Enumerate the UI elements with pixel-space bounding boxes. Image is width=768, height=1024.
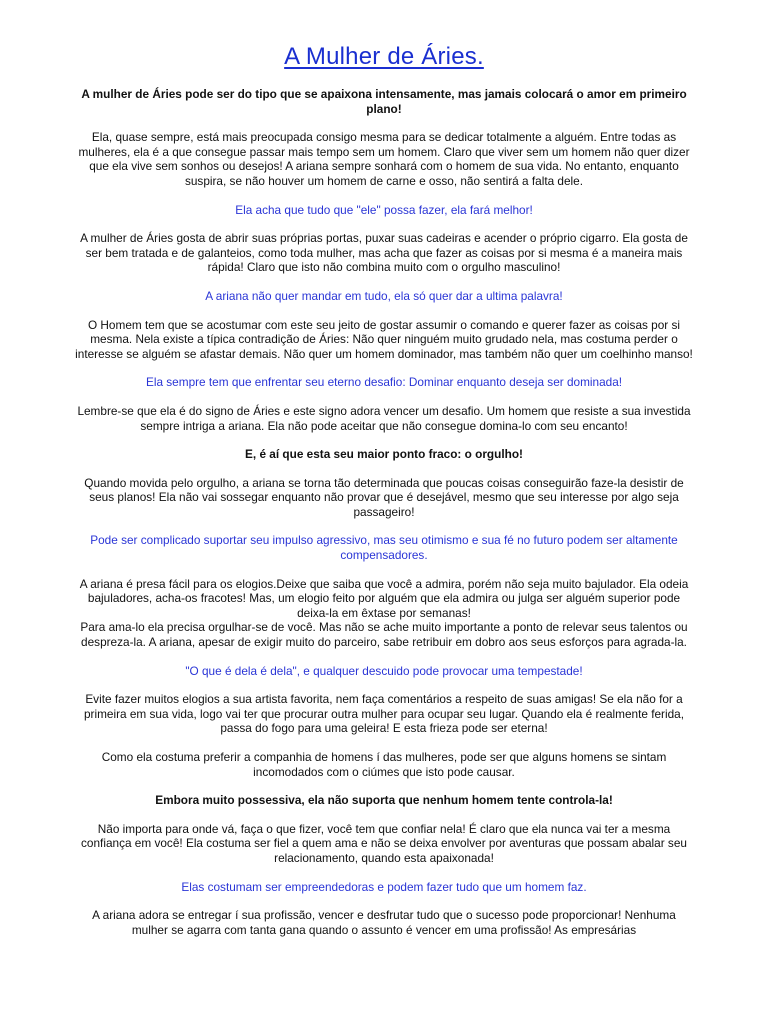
paragraph-quote: Pode ser complicado suportar seu impulso agressivo, mas seu otimismo e sua fé no futuro podem ser altamente compensadores.	[90, 533, 678, 563]
paragraph-bold: Embora muito possessiva, ela não suporta que nenhum homem tente controla-la!	[155, 793, 613, 808]
paragraph-quote: "O que é dela é dela", e qualquer descuido pode provocar uma tempestade!	[185, 663, 583, 678]
paragraph: Não importa para onde vá, faça o que fizer, você tem que confiar nela! É claro que ela nunca vai ter a mesma confiança em você! Ela costuma ser fiel a quem ama e não se deixa envolver por aventuras que possam abalar seu relacionamento, quando esta apaixonada!	[81, 821, 687, 865]
paragraph: Evite fazer muitos elogios a sua artista favorita, nem faça comentários a respeito de suas amigas! Se ela não for a primeira em sua vida, logo vai ter que procurar outra mulher para ocupar seu lugar. Quando ela é realmente ferida, passa do fogo para uma geleira! E esta frieza pode ser eterna!	[83, 692, 684, 736]
paragraph: Quando movida pelo orgulho, a ariana se torna tão determinada que poucas coisas conseguirão faze-la desistir de seus planos! Ela não vai sossegar enquanto não provar que é desejável, mesmo que seu interesse por algo seja passageiro!	[84, 475, 684, 519]
paragraph-quote: A ariana não quer mandar em tudo, ela só quer dar a ultima palavra!	[205, 288, 563, 303]
paragraph-quote: Ela acha que tudo que "ele" possa fazer, ela fará melhor!	[235, 202, 533, 217]
paragraph: Lembre-se que ela é do signo de Áries e este signo adora vencer um desafio. Um homem que resiste a sua investida sempre intriga a ariana. Ela não pode aceitar que não consegue domina-lo com seu encanto!	[77, 403, 691, 433]
paragraph: O Homem tem que se acostumar com este seu jeito de gostar assumir o comando e querer fazer as coisas por si mesma. Nela existe a típica contradição de Áries: Não quer ninguém muito grudado nela, mas costuma perder o interesse se alguém se afastar demais. Não quer um homem dominador, mas também não quer um coelhinho manso!	[75, 317, 693, 361]
paragraph: Para ama-lo ela precisa orgulhar-se de você. Mas não se ache muito importante a ponto de relevar seus talentos ou despreza-la. A ariana, apesar de exigir muito do parceiro, sabe retribuir em dobro aos seus esforços para agrada-la.	[80, 620, 688, 650]
paragraph: A ariana é presa fácil para os elogios.Deixe que saiba que você a admira, porém não seja muito bajulador. Ela odeia bajuladores, acha-os fracotes! Mas, um elogio feito por alguém que ela admira ou julga ser alguém superior pode deixa-la em êxtase por semanas!	[79, 576, 689, 620]
paragraph: A ariana adora se entregar í sua profissão, vencer e desfrutar tudo que o sucesso pode proporcionar! Nenhuma mulher se agarra com tanta gana quando o assunto é vencer em uma profissão! As empresárias	[92, 908, 676, 937]
paragraph: Como ela costuma preferir a companhia de homens í das mulheres, pode ser que alguns homens se sintam incomodados com o ciúmes que isto pode causar.	[101, 750, 667, 779]
document-title: A Mulher de Áries.	[284, 43, 484, 70]
paragraph: Ela, quase sempre, está mais preocupada consigo mesma para se dedicar totalmente a alguém. Entre todas as mulheres, ela é a que consegue passar mais tempo sem um homem. Claro que viver sem um homem não quer dizer que ela vive sem sonhos ou desejos! A ariana sempre sonhará com o homem de sua vida. No entanto, enquanto suspira, se não houver um homem de carne e osso, não sentirá a falta dele.	[78, 130, 690, 188]
paragraph-bold: E, é aí que esta seu maior ponto fraco: o orgulho!	[245, 447, 523, 462]
paragraph-quote: Elas costumam ser empreendedoras e podem fazer tudo que um homem faz.	[181, 879, 587, 894]
paragraph: A mulher de Áries gosta de abrir suas próprias portas, puxar suas cadeiras e acender o próprio cigarro. Ela gosta de ser bem tratada e de galanteios, como toda mulher, mas acha que fazer as coisas por si mesma é a maneira mais rápida! Claro que isto não combina muito com o orgulho masculino!	[80, 231, 688, 275]
paragraph-bold: A mulher de Áries pode ser do tipo que se apaixona intensamente, mas jamais colocará o amor em primeiro plano!	[81, 87, 687, 116]
paragraph-quote: Ela sempre tem que enfrentar seu eterno desafio: Dominar enquanto deseja ser dominada!	[145, 375, 623, 390]
